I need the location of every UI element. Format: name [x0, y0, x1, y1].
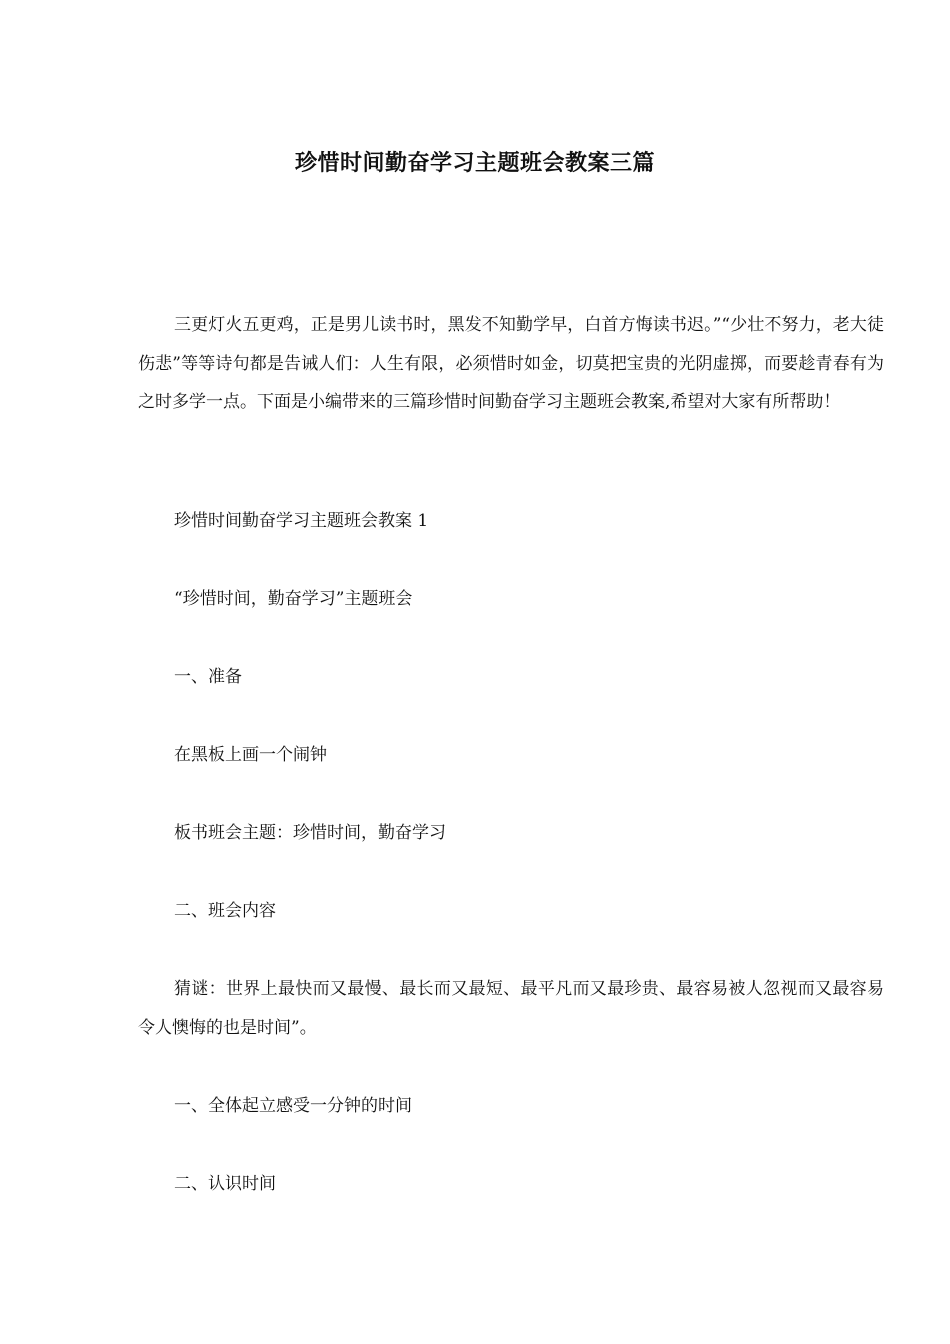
intro-paragraph: 三更灯火五更鸡，正是男儿读书时，黑发不知勤学早，白首方悔读书迟。”“少壮不努力，老大徒伤悲”等等诗句都是告诫人们：人生有限，必须惜时如金，切莫把宝贵的光阴虚掷，而要趁青春有为之时多学一点。下面是小编带来的三篇珍惜时间勤奋学习主题班会教案,希望对大家有所帮助！ [138, 315, 884, 412]
document-title: 珍惜时间勤奋学习主题班会教案三篇 [294, 151, 655, 176]
prep-item: 在黑板上画一个闹钟 [174, 745, 327, 765]
step-one: 一、全体起立感受一分钟的时间 [174, 1096, 412, 1116]
content-heading: 二、班会内容 [174, 901, 276, 921]
board-theme: 板书班会主题：珍惜时间，勤奋学习 [174, 823, 446, 843]
prep-heading: 一、准备 [174, 667, 242, 687]
step-two: 二、认识时间 [174, 1174, 276, 1194]
meeting-title: “珍惜时间，勤奋学习”主题班会 [174, 589, 413, 609]
riddle-paragraph: 猜谜：世界上最快而又最慢、最长而又最短、最平凡而又最珍贵、最容易被人忽视而又最容易令人懊悔的也是时间”。 [138, 979, 884, 1038]
section-heading: 珍惜时间勤奋学习主题班会教案 1 [174, 511, 429, 531]
